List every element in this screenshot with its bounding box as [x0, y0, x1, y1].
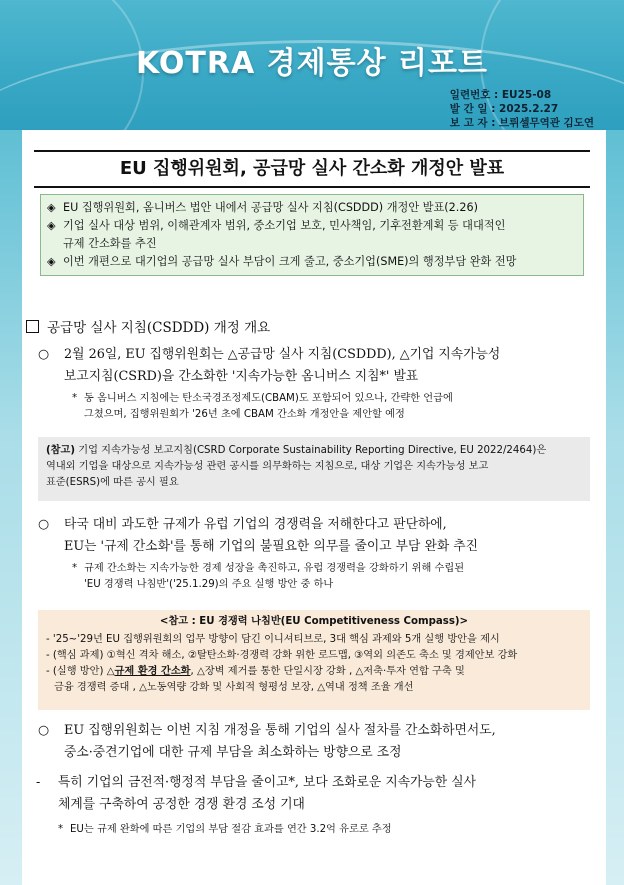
- report-title: KOTRA 경제통상 리포트: [136, 46, 488, 81]
- report-meta: [450, 88, 594, 130]
- checkbox-square-icon: [26, 320, 39, 333]
- footnote: * EU는 규제 완화에 따른 기업의 부담 절감 효과를 연간 3.2억 유로로 추정: [58, 822, 598, 838]
- circle-bullet-icon: ○: [38, 347, 50, 362]
- left-stripe: [0, 130, 22, 885]
- compass-title: <참고 : EU 경쟁력 나침반(EU Competitiveness Compass)>: [159, 616, 469, 627]
- circle-bullet-icon: ○: [38, 517, 50, 532]
- publish-date: 발 간 일 : 2025.2.27: [449, 103, 559, 115]
- diamond-icon: ◈: [47, 255, 56, 268]
- right-stripe: [606, 130, 624, 885]
- footnote: * 규제 간소화는 지속가능한 경제 성장을 촉진하고, 유럽 경쟁력을 강화하기 위해 수립된 'EU 경쟁력 나침반'('25.1.29)의 주요 실행 방안 중 하나: [72, 563, 465, 590]
- diamond-icon: ◈: [47, 201, 56, 214]
- summary-item: 규제 간소화를 추진: [63, 237, 157, 250]
- circle-bullet-icon: ○: [38, 723, 50, 738]
- dash-bullet: -: [36, 775, 41, 790]
- diamond-icon: ◈: [47, 219, 56, 232]
- bullet-item: ○ 2월 26일, EU 집행위원회는 △공급망 실사 지침(CSDDD), △기업 지속가능성 보고지침(CSRD)을 간소화한 '지속가능한 옴니버스 지침*' 발표: [38, 344, 604, 388]
- asterisk-icon: *: [72, 563, 78, 574]
- report-banner: [0, 0, 624, 130]
- section-title: 공급망 실사 지침(CSDDD) 개정 개요: [47, 320, 271, 336]
- summary-item: EU 집행위원회, 옴니버스 법안 내에서 공급망 실사 지침(CSDDD) 개정안 발표(2.26): [63, 201, 478, 214]
- summary-item: 이번 개편으로 대기업의 공급망 실사 부담이 크게 줄고, 중소기업(SME)의 행정부담 완화 전망: [63, 255, 517, 268]
- dash-item: - 특히 기업의 금전적·행정적 부담을 줄이고*, 보다 조화로운 지속가능한 실사 체계를 구축하여 공정한 경쟁 환경 조성 기대: [36, 772, 602, 816]
- bullet-item: ○ EU 집행위원회는 이번 지침 개정을 통해 기업의 실사 절차를 간소화하면서도, 중소·중견기업에 대한 규제 부담을 최소화하는 방향으로 조정: [38, 720, 604, 764]
- headline: EU 집행위원회, 공급망 실사 간소화 개정안 발표: [34, 150, 590, 188]
- summary-item: 기업 실사 대상 범위, 이해관계자 범위, 중소기업 보호, 민사책임, 기후전환계획 등 대대적인: [63, 219, 506, 232]
- section-heading: [26, 316, 270, 336]
- report-page: [22, 140, 606, 885]
- reference-box: (참고) 기업 지속가능성 보고지침(CSRD Corporate Sustainability Reporting Directive, EU 2022/2464)은 역내외 기업을 대상으로 지속가능성 관련 공시를 의무화하는 지침으로, 대상 기업은 지속가능성 보고 표준(ESRS)에 따른 공시 필요: [38, 437, 590, 501]
- summary-box: [40, 194, 584, 276]
- bullet-item: ○ 타국 대비 과도한 규제가 유럽 기업의 경쟁력을 저해한다고 판단하에, EU는 '규제 간소화'를 통해 기업의 불필요한 의무를 줄이고 부담 완화 추진: [38, 514, 604, 558]
- footnote: * 동 옴니버스 지침에는 탄소국경조정제도(CBAM)도 포함되어 있으나, 간략한 언급에 그쳤으며, 집행위원회가 '26년 초에 CBAM 간소화 개정안을 제안할 예정: [72, 393, 453, 420]
- compass-reference-box: <참고 : EU 경쟁력 나침반(EU Competitiveness Compass)> - '25~'29년 EU 집행위원회의 업무 방향이 담긴 이니셔티브로, 3대 핵심 과제와 5개 실행 방안을 제시 - (핵심 과제) ①혁신 격차 해소, ②탈탄소화·경쟁력 강화 위한 로드맵, ③역외 의존도 축소 및 경제안보 강화 - (실행 방안) △규제 환경 간소화, △장벽 제거를 통한 단일시장 강화 , △저축·투자 연합 구축 및 금융 경쟁력 증대 , △노동역량 강화 및 사회적 형평성 보장, △역내 정책 조율 개선: [38, 610, 590, 710]
- asterisk-icon: *: [58, 824, 64, 835]
- asterisk-icon: *: [72, 393, 78, 404]
- reporter: 보 고 자 : 브뤼셀무역관 김도연: [449, 117, 594, 129]
- serial-number: 일련번호 : EU25-08: [449, 89, 552, 101]
